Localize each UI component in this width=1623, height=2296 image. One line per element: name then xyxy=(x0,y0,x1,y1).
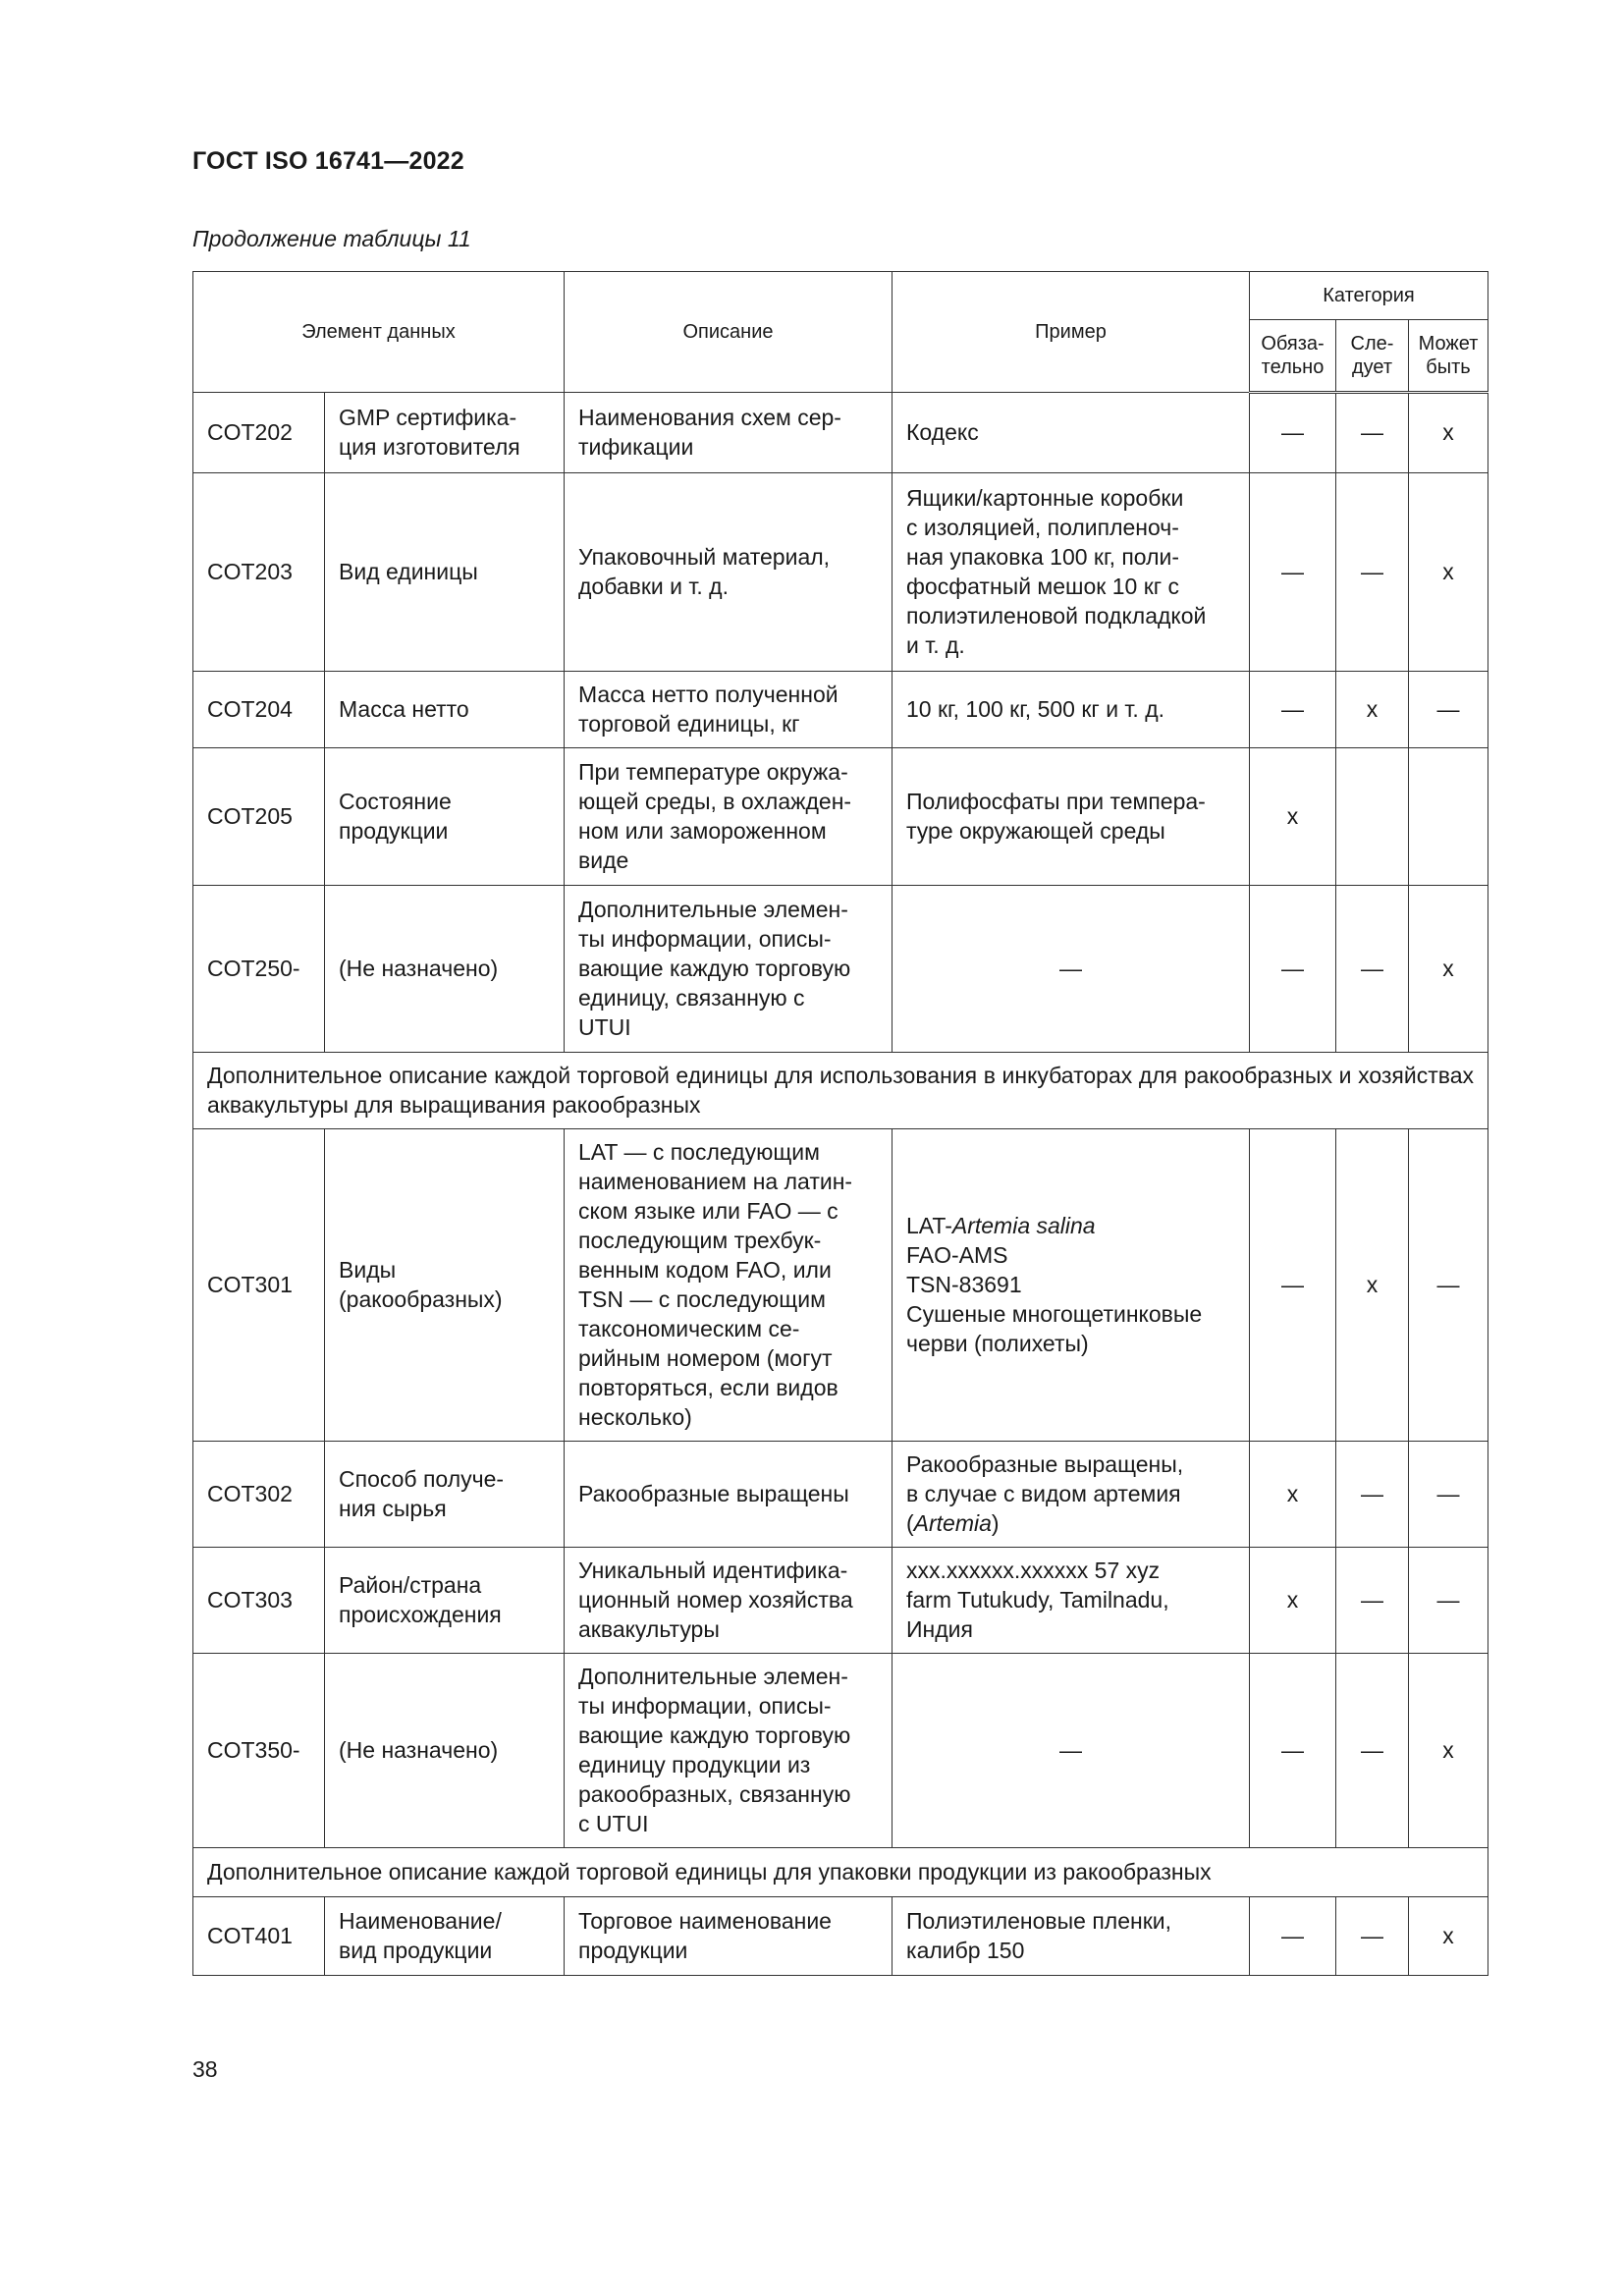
line: ) xyxy=(991,1509,1000,1536)
line: Полифосфаты при темпера- xyxy=(906,788,1206,814)
table-row xyxy=(193,1129,1488,1442)
cell-example xyxy=(893,1442,1250,1548)
table-section-row xyxy=(193,1053,1488,1129)
line: ционный номер хозяйства xyxy=(578,1586,853,1613)
cell-name xyxy=(325,672,565,748)
cell-mandatory: — xyxy=(1250,886,1336,1053)
table-row xyxy=(193,473,1488,672)
line: Ящики/картонные коробки xyxy=(906,484,1184,511)
line: продукции xyxy=(578,1937,688,1963)
line: повторяться, если видов xyxy=(578,1374,839,1400)
line: в случае с видом артемия xyxy=(906,1480,1181,1506)
cell-name xyxy=(325,1654,565,1848)
cell-should: — xyxy=(1336,886,1409,1053)
line: ном или замороженном xyxy=(578,817,827,844)
cell-may: x xyxy=(1409,473,1488,672)
line: несколько) xyxy=(578,1403,692,1430)
header-category-mandatory xyxy=(1250,320,1336,393)
line: ты информации, описы- xyxy=(578,1692,832,1719)
line: Ракообразные выращены xyxy=(578,1480,849,1506)
line: ракообразных, связанную xyxy=(578,1780,851,1807)
line: с изоляцией, полипленоч- xyxy=(906,514,1179,540)
cell-name xyxy=(325,1129,565,1442)
cell-mandatory: — xyxy=(1250,1897,1336,1976)
table-header xyxy=(193,272,1488,393)
cell-example xyxy=(893,1129,1250,1442)
line: торговой единицы, кг xyxy=(578,710,800,737)
line: (Не назначено) xyxy=(339,955,499,981)
cell-may: x xyxy=(1409,1654,1488,1848)
line: GMP сертифика- xyxy=(339,404,517,430)
line: Торговое наименование xyxy=(578,1907,832,1934)
cell-example xyxy=(893,1654,1250,1848)
line: ты информации, описы- xyxy=(578,925,832,952)
cell-should: — xyxy=(1336,1442,1409,1548)
section-heading: Дополнительное описание каждой торговой единицы для упаковки продукции из ракообразных xyxy=(193,1848,1488,1897)
header-category: Категория xyxy=(1250,272,1488,320)
line: наименованием на латин- xyxy=(578,1168,853,1194)
line: Состояние xyxy=(339,788,452,814)
line: рийным номером (могут xyxy=(578,1344,833,1371)
section-heading: Дополнительное описание каждой торговой единицы для использования в инкубаторах для ракообразных и хозяйствах аквакультуры для выращивания ракообразных xyxy=(193,1053,1488,1129)
line: ная упаковка 100 кг, поли- xyxy=(906,543,1180,570)
line: происхождения xyxy=(339,1601,502,1627)
cell-code: COT250- xyxy=(193,886,325,1053)
table-row xyxy=(193,672,1488,748)
line: с UTUI xyxy=(578,1810,649,1836)
cell-description xyxy=(565,1548,893,1654)
line: последующим трехбук- xyxy=(578,1227,822,1253)
cell-may: x xyxy=(1409,393,1488,473)
line: При температуре окружа- xyxy=(578,758,848,785)
table-row xyxy=(193,1897,1488,1976)
line: (ракообразных) xyxy=(339,1285,503,1312)
cell-example xyxy=(893,886,1250,1053)
table-row xyxy=(193,748,1488,886)
line: таксономическим се- xyxy=(578,1315,800,1341)
header-example: Пример xyxy=(893,272,1250,393)
table-row xyxy=(193,1654,1488,1848)
cell-mandatory: — xyxy=(1250,393,1336,473)
line: вающие каждую торговую xyxy=(578,1722,851,1748)
line: Вид единицы xyxy=(339,558,478,584)
line: туре окружающей среды xyxy=(906,817,1165,844)
cell-example xyxy=(893,748,1250,886)
cell-mandatory: — xyxy=(1250,473,1336,672)
cell-example xyxy=(893,1897,1250,1976)
cell-should: — xyxy=(1336,1897,1409,1976)
cell-description xyxy=(565,672,893,748)
table-row xyxy=(193,393,1488,473)
header-cat-line: тельно xyxy=(1261,356,1325,378)
line: Район/страна xyxy=(339,1571,482,1598)
line: ском языке или FAO — с xyxy=(578,1197,839,1224)
header-category-may xyxy=(1409,320,1488,393)
cell-mandatory: x xyxy=(1250,748,1336,886)
cell-description xyxy=(565,1654,893,1848)
cell-code: COT350- xyxy=(193,1654,325,1848)
line: — xyxy=(1059,955,1082,981)
cell-description xyxy=(565,1897,893,1976)
cell-name xyxy=(325,393,565,473)
line: — xyxy=(1059,1736,1082,1763)
cell-mandatory: x xyxy=(1250,1548,1336,1654)
line: Наименования схем сер- xyxy=(578,404,841,430)
data-elements-table xyxy=(192,271,1488,1976)
line: полиэтиленовой подкладкой xyxy=(906,602,1207,629)
cell-may: — xyxy=(1409,1548,1488,1654)
line: Кодекс xyxy=(906,418,979,445)
header-category-should xyxy=(1336,320,1409,393)
cell-example xyxy=(893,672,1250,748)
cell-example xyxy=(893,393,1250,473)
line: UTUI xyxy=(578,1013,631,1040)
cell-description xyxy=(565,886,893,1053)
cell-name xyxy=(325,1897,565,1976)
line: Полиэтиленовые пленки, xyxy=(906,1907,1172,1934)
cell-code: COT202 xyxy=(193,393,325,473)
cell-code: COT204 xyxy=(193,672,325,748)
cell-mandatory: x xyxy=(1250,1442,1336,1548)
header-cat-line: Сле- xyxy=(1350,333,1394,355)
cell-code: COT205 xyxy=(193,748,325,886)
cell-code: COT303 xyxy=(193,1548,325,1654)
cell-description xyxy=(565,748,893,886)
header-element: Элемент данных xyxy=(193,272,565,393)
cell-should: — xyxy=(1336,393,1409,473)
line: вающие каждую торговую xyxy=(578,955,851,981)
cell-should xyxy=(1336,748,1409,886)
line: Уникальный идентифика- xyxy=(578,1557,848,1583)
line: LAT — с последующим xyxy=(578,1138,820,1165)
cell-code: COT301 xyxy=(193,1129,325,1442)
line: farm Tutukudy, Tamilnadu, xyxy=(906,1586,1169,1613)
cell-name xyxy=(325,1548,565,1654)
cell-may: — xyxy=(1409,672,1488,748)
line: добавки и т. д. xyxy=(578,573,729,599)
line: Дополнительные элемен- xyxy=(578,1663,848,1689)
line: FAO-AMS xyxy=(906,1241,1008,1268)
cell-may: x xyxy=(1409,1897,1488,1976)
header-description: Описание xyxy=(565,272,893,393)
cell-name xyxy=(325,473,565,672)
cell-may: — xyxy=(1409,1129,1488,1442)
document-header: ГОСТ ISO 16741—2022 xyxy=(192,147,464,175)
line: Масса нетто полученной xyxy=(578,681,839,707)
line: венным кодом FAO, или xyxy=(578,1256,832,1283)
cell-should: — xyxy=(1336,1654,1409,1848)
line: продукции xyxy=(339,817,449,844)
line: (Не назначено) xyxy=(339,1736,499,1763)
cell-mandatory: — xyxy=(1250,1654,1336,1848)
line: Способ получе- xyxy=(339,1465,505,1492)
cell-mandatory: — xyxy=(1250,672,1336,748)
cell-description xyxy=(565,473,893,672)
page-number: 38 xyxy=(192,2056,218,2082)
header-cat-line: дует xyxy=(1351,356,1393,378)
cell-example xyxy=(893,1548,1250,1654)
table-row xyxy=(193,1548,1488,1654)
line: фосфатный мешок 10 кг с xyxy=(906,573,1180,599)
line: и т. д. xyxy=(906,631,965,658)
line: Сушеные многощетинковые xyxy=(906,1300,1203,1327)
cell-may: x xyxy=(1409,886,1488,1053)
cell-code: COT302 xyxy=(193,1442,325,1548)
line: ющей среды, в охлажден- xyxy=(578,788,852,814)
line: вид продукции xyxy=(339,1937,493,1963)
line: TSN-83691 xyxy=(906,1271,1022,1297)
line: ция изготовителя xyxy=(339,433,520,460)
line: TSN — с последующим xyxy=(578,1285,826,1312)
table-body xyxy=(193,393,1488,1976)
cell-example xyxy=(893,473,1250,672)
line: ( xyxy=(906,1509,914,1536)
line: калибр 150 xyxy=(906,1937,1025,1963)
line: единицу, связанную с xyxy=(578,984,805,1011)
cell-mandatory: — xyxy=(1250,1129,1336,1442)
cell-should: — xyxy=(1336,473,1409,672)
cell-code: COT401 xyxy=(193,1897,325,1976)
line: Масса нетто xyxy=(339,695,469,722)
line: ния сырья xyxy=(339,1495,447,1521)
species-name: Artemia xyxy=(913,1509,992,1536)
line: LAT- xyxy=(906,1212,952,1238)
cell-name xyxy=(325,1442,565,1548)
table-caption: Продолжение таблицы 11 xyxy=(192,226,471,251)
header-cat-line: Обяза- xyxy=(1261,333,1325,355)
line: Наименование/ xyxy=(339,1907,502,1934)
cell-name xyxy=(325,886,565,1053)
cell-may: — xyxy=(1409,1442,1488,1548)
header-cat-line: Может xyxy=(1418,333,1479,355)
header-cat-line: быть xyxy=(1426,356,1471,378)
cell-name xyxy=(325,748,565,886)
line: Упаковочный материал, xyxy=(578,543,831,570)
cell-description xyxy=(565,1442,893,1548)
line: Индия xyxy=(906,1615,973,1642)
cell-description xyxy=(565,1129,893,1442)
cell-should: x xyxy=(1336,672,1409,748)
cell-should: — xyxy=(1336,1548,1409,1654)
line: xxx.xxxxxx.xxxxxx 57 xyz xyxy=(906,1557,1161,1583)
cell-may xyxy=(1409,748,1488,886)
line: черви (полихеты) xyxy=(906,1330,1089,1356)
line: Ракообразные выращены, xyxy=(906,1450,1184,1477)
line: Виды xyxy=(339,1256,397,1283)
cell-code: COT203 xyxy=(193,473,325,672)
table-section-row xyxy=(193,1848,1488,1897)
line: аквакультуры xyxy=(578,1615,720,1642)
species-name: Artemia salina xyxy=(951,1212,1096,1238)
cell-description xyxy=(565,393,893,473)
line: тификации xyxy=(578,433,694,460)
table-row xyxy=(193,1442,1488,1548)
line: Дополнительные элемен- xyxy=(578,896,848,922)
table-row xyxy=(193,886,1488,1053)
line: 10 кг, 100 кг, 500 кг и т. д. xyxy=(906,695,1165,722)
line: единицу продукции из xyxy=(578,1751,811,1777)
line: виде xyxy=(578,847,629,873)
cell-should: x xyxy=(1336,1129,1409,1442)
